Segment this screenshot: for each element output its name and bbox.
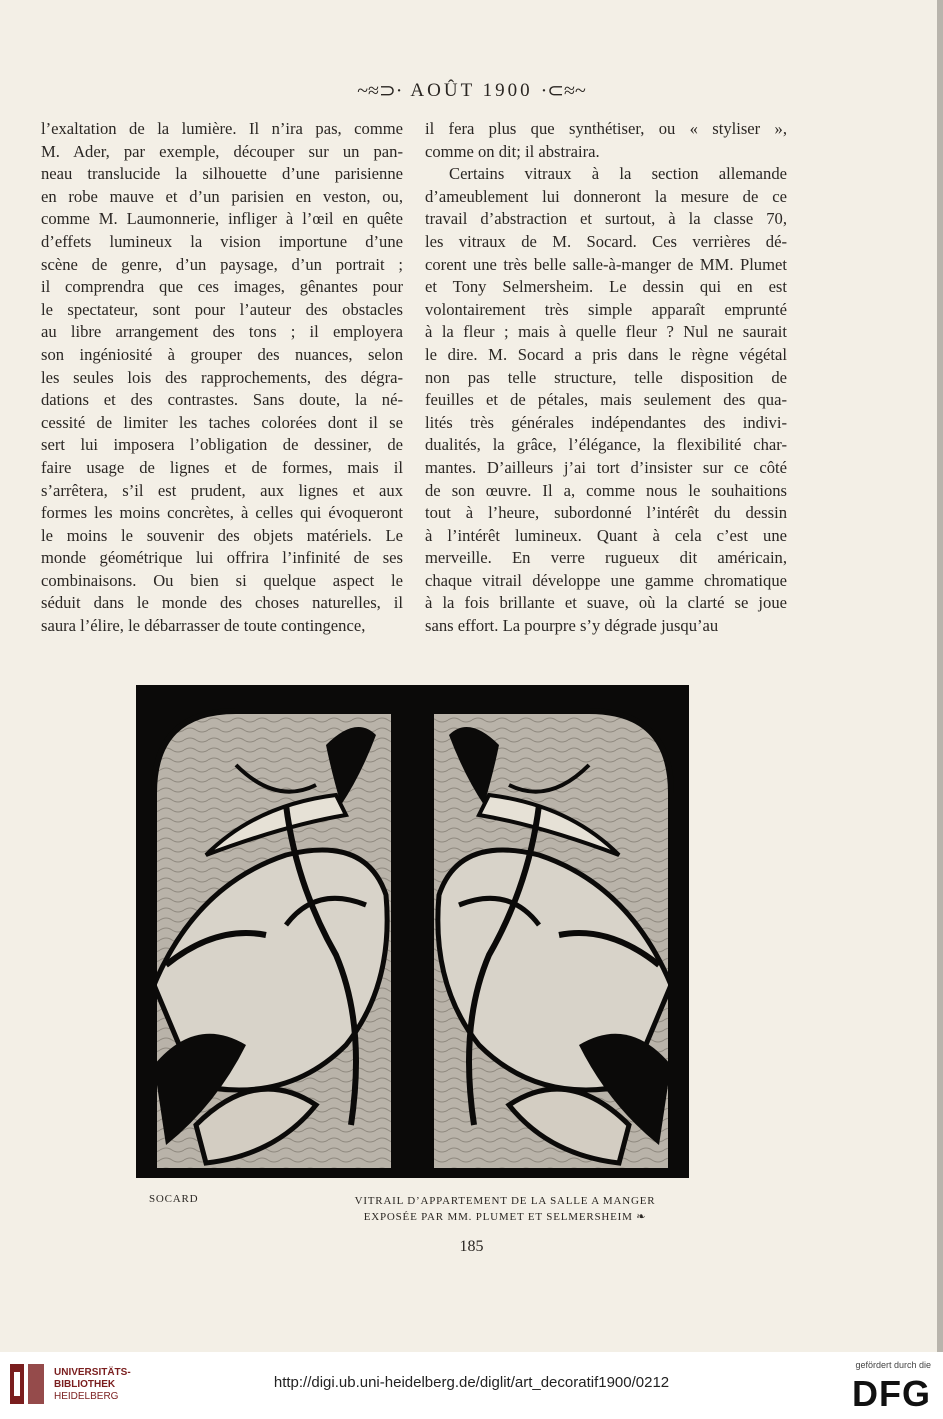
text-line: il comprendra que ces images, gênantes pour	[41, 277, 403, 297]
text-line: corent une très belle salle-à-manger de MM. Plumet	[425, 254, 787, 274]
flourish-right-ornament: ·⊂≈~	[540, 80, 586, 102]
text-line: scène de genre, d’un paysage, d’un portrait ;	[41, 254, 403, 274]
text-line: d’ameublement lui donneront la mesure de ce	[425, 186, 787, 206]
right-text-column	[425, 118, 787, 638]
text-line: saura l’élire, le débarrasser de toute contingence,	[41, 616, 366, 636]
text-line: chaque vitrail développe une gamme chromatique	[425, 570, 787, 590]
text-line: monde géométrique lui offrira l’infinité de ses	[41, 548, 403, 568]
text-line: à la fois brillante et suave, où la clarté se joue	[425, 593, 787, 613]
viewer-footer	[0, 1352, 943, 1419]
caption-line-1: VITRAIL D’APPARTEMENT DE LA SALLE A MANGER	[354, 1195, 656, 1207]
text-line: formes les moins concrètes, à celles qui évoqueront	[41, 503, 403, 523]
text-line: faire usage de lignes et de formes, mais il	[41, 457, 403, 477]
text-line: son ingéniosité à grouper des nuances, selon	[41, 344, 403, 364]
text-line: neau translucide la silhouette d’une parisienne	[41, 164, 403, 184]
text-line: feuilles et de pétales, mais seulement des qua-	[425, 390, 787, 410]
text-line: sert lui imposera l’obligation de dessiner, de	[41, 435, 403, 455]
text-line: les vitraux de M. Socard. Ces verrières dé-	[425, 231, 787, 251]
text-line: tout à l’heure, subordonné l’intérêt du dessin	[425, 503, 787, 523]
permalink-url[interactable]: http://digi.ub.uni-heidelberg.de/diglit/art_decoratif1900/0212	[273, 1374, 670, 1391]
library-name: UNIVERSITÄTS- BIBLIOTHEK HEIDELBERG	[54, 1367, 131, 1402]
text-line: comme on dit; il abstraira.	[425, 141, 600, 161]
text-line: dualités, la grâce, l’élégance, la flexibilité char-	[425, 435, 787, 455]
text-line: au libre arrangement des tons ; il employera	[41, 322, 403, 342]
text-line: cessité de limiter les taches colorées dont il se	[41, 412, 403, 432]
text-line: en robe mauve et d’un parisien en veston, ou,	[41, 186, 403, 206]
text-line: les seules lois des rapprochements, des dégra-	[41, 367, 403, 387]
funding-label: gefördert durch die	[855, 1360, 931, 1370]
dfg-logo: DFG	[852, 1373, 931, 1414]
page-number: 185	[459, 1238, 484, 1255]
text-line: il fera plus que synthétiser, ou « styliser »,	[425, 119, 787, 138]
text-line: d’effets lumineux la vision importune d’une	[41, 231, 403, 251]
text-line: non pas telle structure, telle disposition de	[425, 367, 787, 387]
text-line: et Tony Selmersheim. Le dessin qui en est	[425, 277, 787, 297]
text-line: comme M. Laumonnerie, infliger à l’œil en quête	[41, 209, 403, 229]
text-line: volontairement très simple apparaît emprunté	[425, 299, 787, 319]
flourish-left-ornament: ~≈⊃·	[357, 80, 403, 102]
text-line: mantes. D’ailleurs j’ai tort d’insister sur ce côté	[425, 457, 787, 477]
text-line: le dire. M. Socard a pris dans le règne végétal	[425, 344, 787, 364]
text-line: de son œuvre. Il a, comme nous le souhaitions	[425, 480, 787, 500]
text-line: combinaisons. Ou bien si quelque aspect le	[41, 570, 403, 590]
text-line: s’arrêtera, s’il est prudent, aux lignes et aux	[41, 480, 403, 500]
text-line: sans effort. La pourpre s’y dégrade jusqu’au	[425, 616, 719, 636]
text-line: dations et des contrastes. Sans doute, la né-	[41, 390, 403, 410]
text-line: lités très générales indépendantes des indivi-	[425, 412, 787, 432]
header-title: AOÛT 1900	[410, 79, 533, 101]
text-line: à l’intérêt lumineux. Quant à cela c’est une	[425, 525, 787, 545]
figure-caption	[300, 1193, 710, 1225]
text-line: à la fleur ; mais à quelle fleur ? Nul ne saurait	[425, 322, 787, 342]
caption-line-2: EXPOSÉE PAR MM. PLUMET ET SELMERSHEIM ❧	[363, 1211, 647, 1223]
caption-artist: SOCARD	[149, 1193, 199, 1205]
left-text-column	[41, 118, 403, 638]
text-line: le spectateur, sont pour l’auteur des obstacles	[41, 299, 403, 319]
text-line: travail d’abstraction et surtout, à la classe 70,	[425, 209, 787, 229]
stained-glass-window-image	[136, 685, 689, 1178]
text-line: le moins le souvenir des objets matériels. Le	[41, 525, 403, 545]
running-header	[0, 78, 943, 103]
text-line: merveille. En verre rugueux dit américain,	[425, 548, 787, 568]
text-line: l’exaltation de la lumière. Il n’ira pas, comme	[41, 119, 403, 138]
stained-glass-illustration	[136, 685, 689, 1178]
text-line: séduit dans le monde des choses naturelles, il	[41, 593, 403, 613]
text-line: M. Ader, par exemple, découper sur un pan-	[41, 141, 403, 161]
text-line: Certains vitraux à la section allemande	[449, 164, 787, 184]
